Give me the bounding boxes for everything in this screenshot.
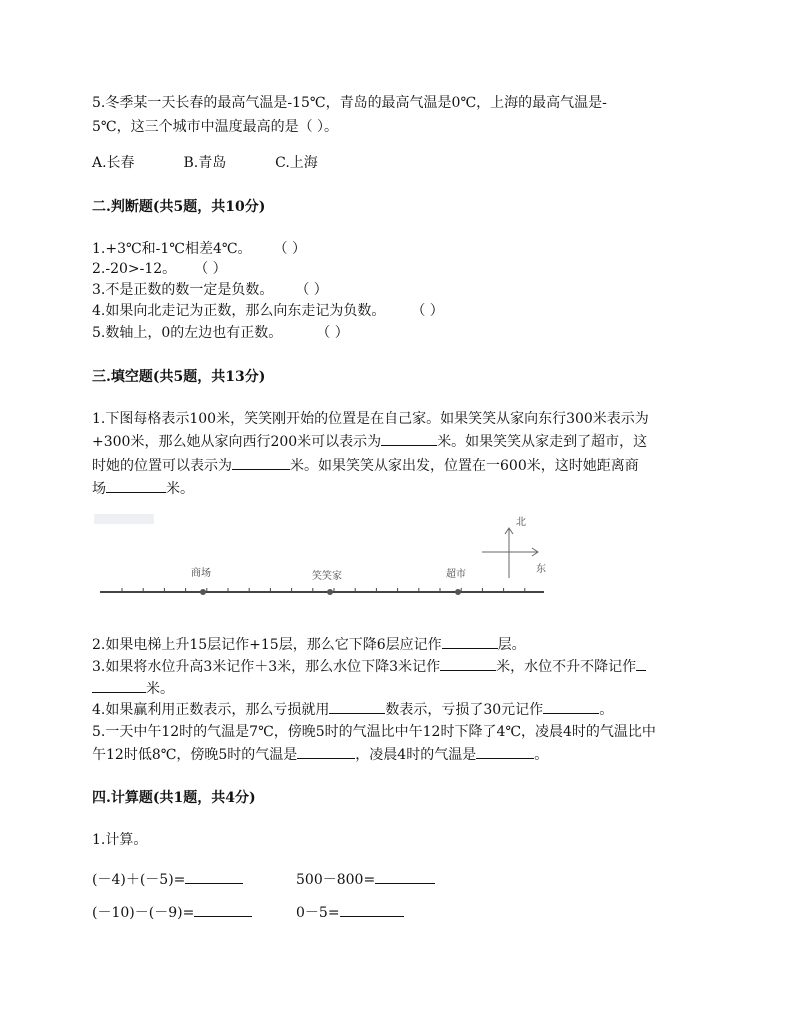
answer-paren[interactable]: （ ） xyxy=(273,241,306,257)
answer-blank[interactable] xyxy=(442,634,498,649)
fill-q3-cont: 米。 xyxy=(92,678,174,700)
fill-q2: 2.如果电梯上升15层记作+15层，那么它下降6层应记作 层。 xyxy=(92,634,526,656)
calc-row: 0－5= xyxy=(296,902,404,924)
option-b[interactable]: B.青岛 xyxy=(183,155,227,171)
fill-q1-line3: 时她的位置可以表示为 米。如果笑笑从家出发，位置在一600米，这时她距离商 xyxy=(92,455,639,477)
mall-point xyxy=(200,589,206,595)
answer-blank[interactable] xyxy=(636,656,646,671)
answer-blank[interactable] xyxy=(297,744,355,759)
home-label: 笑笑家 xyxy=(312,571,342,582)
judge-item: 4.如果向北走记为正数，那么向东走记为负数。 （ ） xyxy=(92,303,444,319)
answer-blank[interactable] xyxy=(232,455,290,470)
fill-q1-line2: +300米，那么她从家向西行200米可以表示为 米。如果笑笑从家走到了超市，这 xyxy=(92,431,647,453)
supermarket-label: 超市 xyxy=(446,569,466,580)
calc-intro: 1.计算。 xyxy=(92,832,148,848)
answer-paren[interactable]: （ ） xyxy=(316,325,349,341)
north-label: 北 xyxy=(516,517,526,528)
answer-blank[interactable] xyxy=(543,699,599,714)
answer-paren[interactable]: （ ） xyxy=(194,261,227,277)
judge-item: 3.不是正数的数一定是负数。 （ ） xyxy=(92,282,328,298)
section-fill-heading: 三.填空题(共5题，共13分) xyxy=(92,369,266,385)
number-line-diagram xyxy=(92,510,552,610)
q5-options xyxy=(92,152,318,174)
calc-row: 500－800= xyxy=(296,869,435,891)
home-point xyxy=(327,589,333,595)
judge-item: 5.数轴上，0的左边也有正数。 （ ） xyxy=(92,325,349,341)
answer-blank[interactable] xyxy=(329,699,385,714)
answer-blank[interactable] xyxy=(440,656,496,671)
q5-line2: 5℃，这三个城市中温度最高的是（ ）。 xyxy=(92,119,339,135)
fill-q1-line4: 场 米。 xyxy=(92,478,194,500)
calc-row: (－4)＋(－5)= xyxy=(92,869,243,891)
fill-q4: 4.如果赢利用正数表示，那么亏损就用 数表示，亏损了30元记作 。 xyxy=(92,699,613,721)
mall-label: 商场 xyxy=(191,568,211,579)
answer-paren[interactable]: （ ） xyxy=(295,282,328,298)
fill-q3: 3.如果将水位升高3米记作＋3米，那么水位下降3米记作 米，水位不升不降记作 xyxy=(92,656,646,678)
fill-q5-line1: 5.一天中午12时的气温是7℃，傍晚5时的气温比中午12时下降了4℃，凌晨4时的气温比中 xyxy=(92,724,656,740)
answer-blank[interactable] xyxy=(381,431,437,446)
supermarket-point xyxy=(455,589,461,595)
calc-row: (－10)－(－9)= xyxy=(92,902,252,924)
answer-blank[interactable] xyxy=(375,869,435,884)
answer-blank[interactable] xyxy=(476,744,534,759)
section-judge-heading: 二.判断题(共5题，共10分) xyxy=(92,199,266,215)
fill-q5-line2: 午12时低8℃，傍晚5时的气温是 ，凌晨4时的气温是 。 xyxy=(92,744,548,766)
east-label: 东 xyxy=(536,564,546,575)
answer-blank[interactable] xyxy=(194,902,252,917)
q5-line1: 5.冬季某一天长春的最高气温是-15℃，青岛的最高气温是0℃，上海的最高气温是- xyxy=(92,95,607,111)
fill-q1-line1: 1.下图每格表示100米，笑笑刚开始的位置是在自己家。如果笑笑从家向东行300米表示为 xyxy=(92,411,649,427)
section-calc-heading: 四.计算题(共1题，共4分) xyxy=(92,790,256,806)
answer-blank[interactable] xyxy=(340,902,404,917)
judge-item: 1.+3℃和-1℃相差4℃。 （ ） xyxy=(92,241,306,257)
answer-blank[interactable] xyxy=(92,678,146,693)
judge-item: 2.-20>-12。 （ ） xyxy=(92,261,227,277)
option-c[interactable]: C.上海 xyxy=(275,155,318,171)
answer-blank[interactable] xyxy=(106,478,166,493)
answer-paren[interactable]: （ ） xyxy=(411,303,444,319)
faded-label-box xyxy=(94,514,154,524)
answer-blank[interactable] xyxy=(185,869,243,884)
option-a[interactable]: A.长春 xyxy=(92,155,135,171)
